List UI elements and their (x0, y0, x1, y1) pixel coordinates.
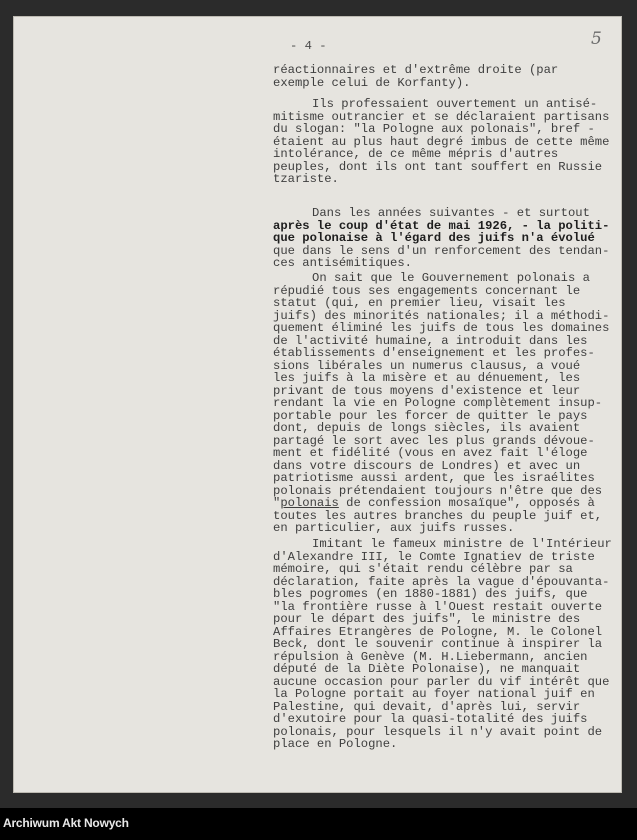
text-line: peuples, dont ils ont tant souffert en Russie (273, 159, 603, 174)
text-line: Palestine, qui devait, d'après lui, servir (273, 699, 581, 714)
text-line: du slogan: "la Pologne aux polonais", bref - (273, 122, 595, 136)
handwritten-folio-number: 5 (591, 29, 602, 49)
underlined-word: polonais (280, 496, 339, 510)
text-line: répudié tous ses engagements concernant le (273, 283, 581, 298)
text-line: étaient au plus haut degré imbus de cette même (273, 134, 610, 149)
text-line: polonais, pour lesquels il n'y avait point de (273, 724, 603, 739)
text-line: déclaration, faite après la vague d'épouvanta- (273, 574, 610, 589)
text-line: mémoire, qui s'était rendu célèbre par sa (273, 562, 573, 576)
text-line: On sait que le Gouvernement polonais a (312, 271, 590, 285)
paragraph (273, 98, 609, 186)
text-line: statut (qui, en premier lieu, visait les (273, 296, 566, 310)
archive-name: Archiwum Akt Nowych (3, 816, 129, 830)
text-line: juifs) des minorités nationales; il a méthodi- (273, 308, 610, 323)
text-line: répulsion à Genève (M. H.Liebermann, ancien (273, 649, 588, 664)
text-line: polonais prétendaient toujours n'être que des (273, 483, 603, 498)
text-line: ces antisémitiques. (273, 256, 412, 270)
text-line: Ils professaient ouvertement un antisé- (312, 97, 598, 111)
text-line: réactionnaires et d'extrême droite (par (273, 63, 559, 77)
text-line: que polonaise à l'égard des juifs n'a évolué (273, 231, 595, 245)
text-line: intolérance, de ce même mépris d'autres (273, 147, 559, 161)
text-line: bles pogromes (en 1880-1881) des juifs, que (273, 587, 588, 601)
text-line: les juifs à la misère et au dénuement, les (273, 371, 581, 385)
text-line: "polonais de confession mosaïque", opposés à (273, 496, 595, 510)
paragraph (273, 272, 609, 535)
text-line: portable pour les forcer de quitter le pays (273, 408, 588, 423)
text-line: rendant la vie en Pologne complètement insup- (273, 396, 603, 410)
text-line: de l'activité humaine, a introduit dans les (273, 333, 588, 348)
text-line: patriotisme aussi ardent, que les israélites (273, 471, 595, 485)
text-line: d'Alexandre III, le Comte Ignatiev de triste (273, 549, 595, 564)
text-line: la Pologne portait au foyer national juif en (273, 687, 595, 701)
text-line: privant de tous moyens d'existence et leur (273, 383, 581, 398)
text-line: dont, depuis de longs siècles, ils avaient (273, 421, 581, 435)
text-line: député de la Diète Polonaise), ne manquait (273, 662, 581, 676)
text-line: d'exutoire pour la quasi-totalité des juifs (273, 712, 588, 726)
text-line: établissements d'enseignement et les profes- (273, 346, 595, 360)
text-line: place en Pologne. (273, 737, 398, 751)
paragraph (273, 207, 609, 270)
paragraph (273, 538, 612, 751)
text-line: pour le départ des juifs", le ministre des (273, 612, 581, 626)
text-line: que dans le sens d'un renforcement des tendan- (273, 243, 610, 258)
text-line: quement éliminé les juifs de tous les domaines (273, 321, 610, 335)
text-line: partagé le sort avec les plus grands dévoue- (273, 433, 595, 448)
paragraph (273, 64, 558, 89)
text-line: en particulier, aux juifs russes. (273, 521, 515, 535)
text-line: toutes les autres branches du peuple juif et, (273, 508, 603, 523)
text-line: Imitant le fameux ministre de l'Intérieur (312, 537, 612, 551)
archive-footer-bar (0, 808, 637, 840)
text-line: ment et fidélité (vous en avez fait l'éloge (273, 446, 588, 460)
document-page (13, 16, 622, 793)
text-line: exemple celui de Korfanty). (273, 75, 471, 90)
page-number: - 4 - (290, 39, 327, 53)
text-line: tzariste. (273, 172, 339, 186)
text-line: Dans les années suivantes - et surtout (312, 206, 590, 220)
text-line: dans votre discours de Londres) et avec un (273, 458, 581, 473)
text-line: Beck, dont le souvenir continue à inspirer la (273, 637, 603, 651)
text-line: Affaires Etrangères de Pologne, M. le Colonel (273, 624, 603, 639)
text-line: mitisme outrancier et se déclaraient partisans (273, 109, 610, 124)
text-line: "la frontière russe à l'Ouest restait ouverte (273, 599, 603, 614)
text-line: sions libérales un numerus clausus, a voué (273, 358, 581, 373)
text-line: après le coup d'état de mai 1926, - la politi- (273, 218, 610, 233)
text-line: aucune occasion pour parler du vif intérêt que (273, 674, 610, 689)
